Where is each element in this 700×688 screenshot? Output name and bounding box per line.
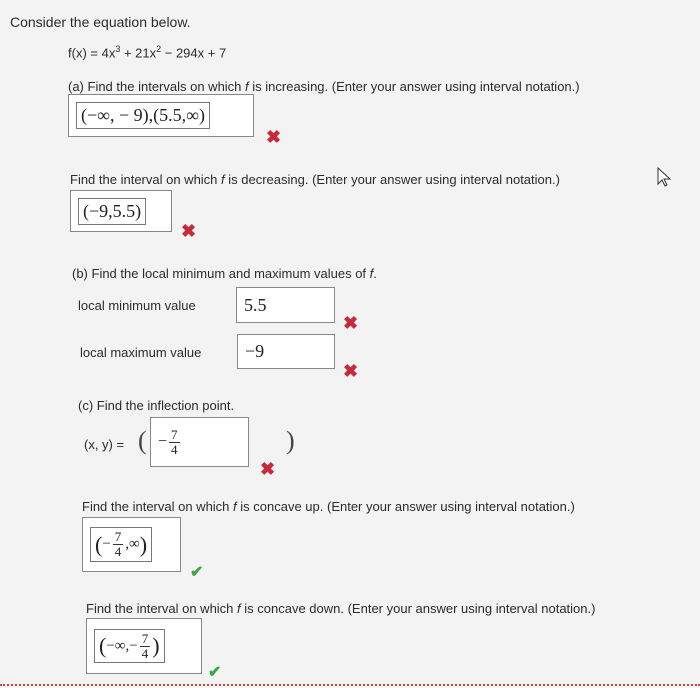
decreasing-answer-field[interactable] bbox=[70, 190, 172, 232]
concave-up-correct-icon: ✔ bbox=[190, 564, 204, 581]
local-max-field[interactable] bbox=[237, 334, 335, 369]
function-rhs: − 294x + 7 bbox=[161, 45, 227, 61]
bottom-divider bbox=[0, 684, 700, 688]
local-min-field[interactable] bbox=[236, 287, 335, 323]
decreasing-answer-value: (−9,5.5) bbox=[78, 198, 146, 225]
increasing-answer-value: (−∞, − 9),(5.5,∞) bbox=[76, 102, 210, 129]
decreasing-incorrect-icon: ✖ bbox=[181, 221, 197, 241]
mouse-pointer-icon bbox=[656, 166, 676, 188]
local-min-incorrect-icon: ✖ bbox=[343, 313, 359, 333]
local-max-incorrect-icon: ✖ bbox=[343, 361, 359, 381]
inflection-x-fraction: $\frac{7}{4}$ bbox=[171, 426, 178, 457]
increasing-incorrect-icon: ✖ bbox=[266, 127, 282, 147]
part-b-question: (b) Find the local minimum and maximum values of f. bbox=[72, 266, 377, 281]
concave-down-value: ( −∞, − $\frac{7}{4}$ ) bbox=[94, 629, 165, 663]
inflection-open-paren: ( bbox=[138, 426, 147, 455]
increasing-answer-field[interactable] bbox=[68, 94, 254, 137]
intro-text: Consider the equation below. bbox=[10, 14, 191, 30]
inflection-incorrect-icon: ✖ bbox=[260, 459, 276, 479]
concave-down-correct-icon: ✔ bbox=[208, 664, 222, 681]
inflection-x-field[interactable] bbox=[150, 417, 249, 467]
concave-down-field[interactable] bbox=[86, 618, 202, 674]
concave-down-question: Find the interval on which f is concave down. (Enter your answer using interval notation.) bbox=[86, 601, 596, 616]
part-c-question: (c) Find the inflection point. bbox=[78, 398, 235, 413]
function-exponent-1: 3 bbox=[115, 44, 121, 54]
concave-up-field[interactable] bbox=[82, 517, 181, 572]
function-mid: + 21x bbox=[120, 45, 157, 61]
function-lhs: f(x) = 4x bbox=[68, 45, 116, 61]
decreasing-question: Find the interval on which f is decreasing. (Enter your answer using interval notation.) bbox=[70, 172, 560, 187]
local-max-label: local maximum value bbox=[80, 345, 202, 360]
function-exponent-2: 2 bbox=[156, 44, 162, 54]
inflection-x-value: − $\frac{7}{4}$ bbox=[158, 426, 178, 457]
inflection-point-label: (x, y) = bbox=[84, 437, 125, 452]
local-min-value: 5.5 bbox=[244, 294, 267, 315]
function-definition bbox=[68, 44, 226, 60]
concave-up-question: Find the interval on which f is concave up. (Enter your answer using interval notation.) bbox=[82, 499, 575, 514]
concave-up-value: ( − $\frac{7}{4}$ ,∞ ) bbox=[90, 527, 152, 561]
local-max-value: −9 bbox=[245, 341, 265, 361]
inflection-close-paren: ) bbox=[286, 426, 295, 455]
part-a-question: (a) Find the intervals on which f is increasing. (Enter your answer using interval notation.) bbox=[68, 79, 580, 94]
local-min-label: local minimum value bbox=[78, 298, 196, 313]
